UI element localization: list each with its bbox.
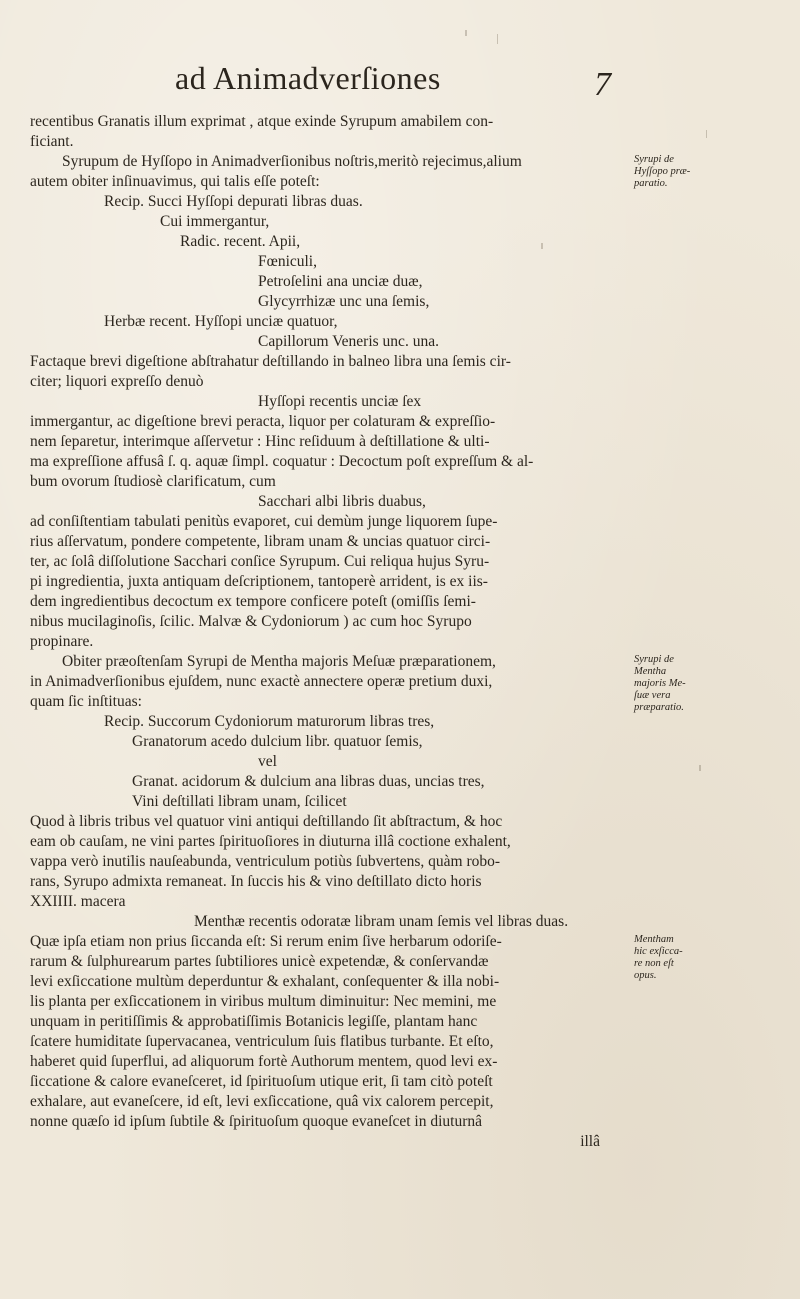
body-line: immergantur, ac digeſtione brevi peracta, liquor per colaturam & expreſſio-	[30, 413, 496, 430]
body-line: vappa verò inutilis nauſeabunda, ventriculum potiùs ſubvertens, quàm robo-	[30, 853, 501, 870]
body-line: lis planta per exſiccationem in viribus multum diminuitur: Nec memini, me	[30, 993, 497, 1010]
body-line: Quæ ipſa etiam non prius ſiccanda eſt: Si rerum enim ſive herbarum odoriſe-	[30, 933, 502, 950]
marginal-note	[634, 934, 724, 982]
body-line: pi ingredientia, juxta antiquam deſcriptionem, tantoperè arrident, is ex iis-	[30, 573, 488, 590]
body-line: illâ	[580, 1133, 600, 1150]
body-line: Capillorum Veneris unc. una.	[258, 333, 439, 350]
paper-speck	[465, 30, 467, 36]
body-line: Herbæ recent. Hyſſopi unciæ quatuor,	[104, 313, 338, 330]
body-line: Recip. Succi Hyſſopi depurati libras duas.	[104, 193, 363, 210]
body-line: bum ovorum ſtudiosè clarificatum, cum	[30, 473, 276, 490]
body-line: Obiter præoſtenſam Syrupi de Mentha majoris Meſuæ præparationem,	[62, 653, 496, 670]
marginal-note-line: ſuæ vera	[634, 690, 671, 701]
body-line: XXIIII. macera	[30, 893, 126, 910]
body-line: nem ſeparetur, interimque aſſervetur : Hinc reſiduum à deſtillatione & ulti-	[30, 433, 490, 450]
body-line: propinare.	[30, 633, 94, 650]
body-line: ad conſiſtentiam tabulati penitùs evaporet, cui demùm junge liquorem ſupe-	[30, 513, 498, 530]
body-line: dem ingredientibus decoctum ex tempore conficere poteſt (omiſſis ſemi-	[30, 593, 476, 610]
body-line: citer; liquori expreſſo denuò	[30, 373, 204, 390]
body-text	[30, 112, 630, 1152]
body-line: unquam in peritiſſimis & approbatiſſimis Botanicis legiſſe, plantam hanc	[30, 1013, 478, 1030]
body-line: ſiccatione & calore evaneſceret, id ſpirituoſum utique erit, ſi tam citò poteſt	[30, 1073, 493, 1090]
body-line: Sacchari albi libris duabus,	[258, 493, 426, 510]
marginal-note-line: Syrupi de	[634, 654, 674, 665]
marginal-note-line: paratio.	[634, 178, 668, 189]
body-line: in Animadverſionibus ejuſdem, nunc exactè annectere operæ pretium duxi,	[30, 673, 493, 690]
body-line: Granatorum acedo dulcium libr. quatuor ſemis,	[132, 733, 423, 750]
body-line: Glycyrrhizæ unc una ſemis,	[258, 293, 430, 310]
body-line: Petroſelini ana unciæ duæ,	[258, 273, 423, 290]
body-line: nonne quæſo id ipſum ſubtile & ſpirituoſum quoque evaneſcet in diuturnâ	[30, 1113, 483, 1130]
body-line: rarum & ſulphurearum partes ſubtiliores unicè expetendæ, & conſervandæ	[30, 953, 489, 970]
body-line: ter, ac ſolâ diſſolutione Sacchari conſice Syrupum. Cui reliqua hujus Syru-	[30, 553, 490, 570]
body-line: eam ob cauſam, ne vini partes ſpirituoſiores in diuturna illâ coctione exhalent,	[30, 833, 511, 850]
marginal-note-line: Mentham	[634, 934, 674, 945]
body-line: Syrupum de Hyſſopo in Animadverſionibus noſtris,meritò rejecimus,alium	[62, 153, 522, 170]
marginal-notes	[634, 0, 794, 1299]
body-line: autem obiter inſinuavimus, qui talis eſſe poteſt:	[30, 173, 320, 190]
body-line: rius aſſervatum, pondere competente, libram unam & uncias quatuor circi-	[30, 533, 491, 550]
marginal-note-line: re non eſt	[634, 958, 674, 969]
body-line: Radic. recent. Apii,	[180, 233, 301, 250]
body-line: haberet quid ſuperflui, ad aliquorum fortè Authorum mentem, quod levi ex-	[30, 1053, 498, 1070]
marginal-note	[634, 154, 724, 190]
marginal-note-line: præparatio.	[634, 702, 684, 713]
marginal-note	[634, 654, 724, 714]
paper-speck	[497, 34, 498, 44]
marginal-note-line: Mentha	[634, 666, 667, 677]
body-line: Factaque brevi digeſtione abſtrahatur deſtillando in balneo libra una ſemis cir-	[30, 353, 511, 370]
paper-speck	[130, 855, 132, 857]
body-line: Fœniculi,	[258, 253, 317, 270]
body-line: Vini deſtillati libram unam, ſcilicet	[132, 793, 347, 810]
body-line: quam ſic inſtituas:	[30, 693, 142, 710]
marginal-note-line: Syrupi de	[634, 154, 674, 165]
body-line: levi exſiccatione multùm deperduntur & exhalant, conſequenter & illa nobi-	[30, 973, 500, 990]
body-line: ſcatere humiditate ſupervacanea, ventriculum ſuis flatibus turbante. Et eſto,	[30, 1033, 494, 1050]
body-line: Recip. Succorum Cydoniorum maturorum libras tres,	[104, 713, 435, 730]
paper-speck	[706, 130, 707, 138]
marginal-note-line: hic exſicca-	[634, 946, 683, 957]
body-line: vel	[258, 753, 277, 770]
body-line: ma expreſſione affusâ ſ. q. aquæ ſimpl. coquatur : Decoctum poſt expreſſum & al-	[30, 453, 534, 470]
marginal-note-line: majoris Me-	[634, 678, 686, 689]
body-line: Hyſſopi recentis unciæ ſex	[258, 393, 422, 410]
running-title: ad Animadverſiones	[175, 60, 441, 96]
paper-speck	[699, 765, 701, 771]
body-line: Menthæ recentis odoratæ libram unam ſemis vel libras duas.	[194, 913, 569, 930]
body-line: rans, Syrupo admixta remaneat. In ſuccis his & vino deſtillato dicto horis	[30, 873, 482, 890]
body-line: recentibus Granatis illum exprimat , atque exinde Syrupum amabilem con-	[30, 113, 494, 130]
marginal-note-line: opus.	[634, 970, 657, 981]
body-line: Granat. acidorum & dulcium ana libras duas, uncias tres,	[132, 773, 485, 790]
body-line: nibus mucilaginoſis, ſcilic. Malvæ & Cydoniorum ) ac cum hoc Syrupo	[30, 613, 472, 630]
body-line: Quod à libris tribus vel quatuor vini antiqui deſtillando ſit abſtractum, & hoc	[30, 813, 503, 830]
marginal-note-line: Hyſſopo præ-	[634, 166, 691, 177]
paper-speck	[541, 243, 543, 249]
body-line: Cui immergantur,	[160, 213, 270, 230]
body-line: exhalare, aut evaneſcere, id eſt, levi exſiccatione, quâ vix calorem percepit,	[30, 1093, 494, 1110]
page-number: 7	[594, 66, 611, 103]
body-line: ficiant.	[30, 133, 74, 150]
